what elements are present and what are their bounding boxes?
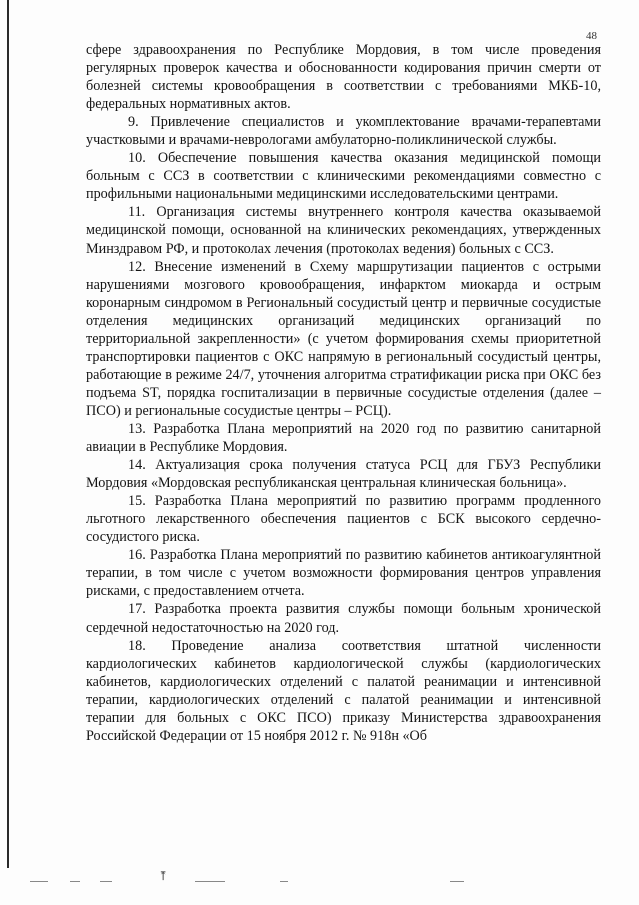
paragraph-item-14: 14. Актуализация срока получения статуса РСЦ для ГБУЗ Республики Мордовия «Мордовская республиканская центральная клиническая больница». <box>86 457 601 492</box>
scan-left-edge-rule <box>7 0 9 868</box>
scan-artifact-mark <box>100 881 112 882</box>
paragraph-item-17: 17. Разработка проекта развития службы помощи больным хронической сердечной недостаточностью на 2020 год. <box>86 601 601 636</box>
scan-artifact-mark <box>195 881 225 882</box>
scan-artifact-arrow-icon: ⤒ <box>158 869 169 883</box>
paragraph-item-18: 18. Проведение анализа соответствия штатной численности кардиологических кабинетов кардиологической службы (кардиологических кабинетов, кардиологических отделений с палатой реанимации и интенсивной терапии, кардиологических отделений с палатой реанимации и интенсивной терапии для больных с ОКС ПСО) приказу Министерства здравоохранения Российской Федерации от 15 ноября 2012 г. № 918н «Об <box>86 637 601 744</box>
scan-artifact-mark <box>70 881 80 882</box>
scan-footer-marks <box>30 869 610 887</box>
paragraph-item-11: 11. Организация системы внутреннего контроля качества оказываемой медицинской помощи, основанной на клинических рекомендациях, утвержденных Минздравом РФ, и протоколах лечения (протоколах ведения) больных с ССЗ. <box>86 204 601 257</box>
paragraph-item-12: 12. Внесение изменений в Схему маршрутизации пациентов с острыми нарушениями мозгового кровообращения, инфарктом миокарда и острым коронарным синдромом в Региональный сосудистый центр и первичные сосудистые отделения медицинских организаций медицинских организаций по территориальной закрепленности» (с учетом формирования схемы приоритетной транспортировки пациентов с ОКС напрямую в региональный сосудистый центры, работающие в режиме 24/7, уточнения алгоритма стратификации риска при ОКС без подъема ST, порядка госпитализации в первичные сосудистые отделения (далее – ПСО) и региональные сосудистые центры – РСЦ). <box>86 258 601 419</box>
document-body <box>86 41 601 745</box>
paragraph-item-9: 9. Привлечение специалистов и укомплектование врачами-терапевтами участковыми и врачами-неврологами амбулаторно-поликлинической службы. <box>86 114 601 149</box>
scan-artifact-mark <box>450 881 464 882</box>
page-number: 48 <box>586 30 597 42</box>
paragraph-item-15: 15. Разработка Плана мероприятий по развитию программ продленного льготного лекарственного обеспечения пациентов с БСК высокого сердечно-сосудистого риска. <box>86 493 601 546</box>
paragraph-item-16: 16. Разработка Плана мероприятий по развитию кабинетов антикоагулянтной терапии, в том числе с учетом возможности формирования центров управления рисками, с предоставлением отчета. <box>86 547 601 600</box>
scan-artifact-mark <box>30 881 48 882</box>
paragraph-item-13: 13. Разработка Плана мероприятий на 2020 год по развитию санитарной авиации в Республике Мордовия. <box>86 420 601 456</box>
scan-artifact-mark <box>280 881 288 882</box>
paragraph-continuation: сфере здравоохранения по Республике Мордовия, в том числе проведения регулярных проверок качества и обоснованности кодирования причин смерти от болезней системы кровообращения в соответствии с требованиями МКБ-10, федеральных нормативных актов. <box>86 42 601 113</box>
paragraph-item-10: 10. Обеспечение повышения качества оказания медицинской помощи больным с ССЗ в соответствии с клиническими рекомендациями совместно с профильными национальными медицинскими исследовательскими центрами. <box>86 150 601 203</box>
